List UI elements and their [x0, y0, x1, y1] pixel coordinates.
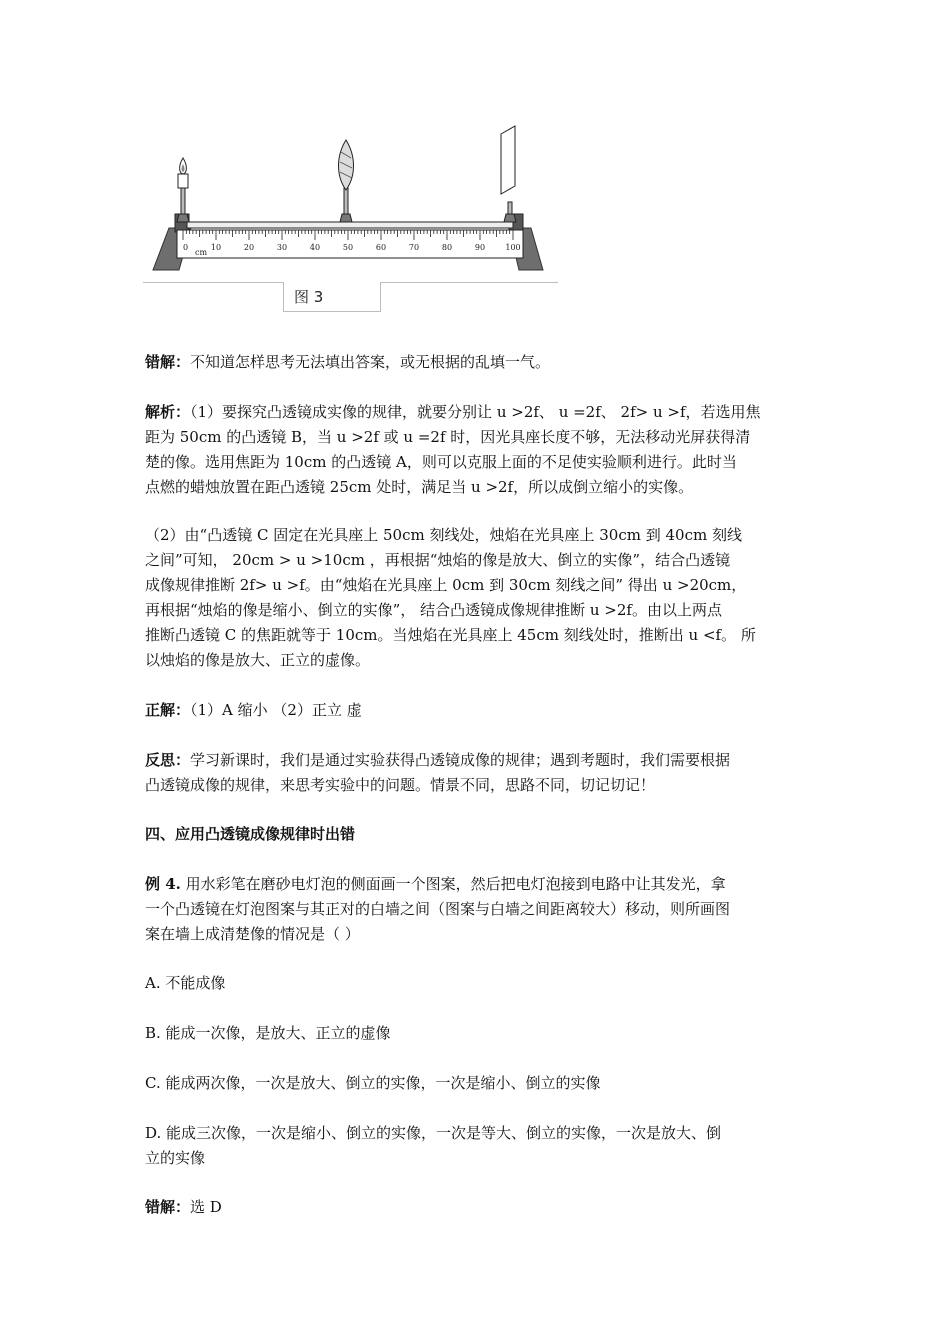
analysis-part2-line-6: 以烛焰的像是放大、正立的虚像。 — [145, 651, 371, 669]
option-c: C. 能成两次像，一次是放大、倒立的实像，一次是缩小、倒立的实像 — [145, 1074, 601, 1092]
ruler-tick-label: 60 — [375, 243, 387, 252]
ruler-tick-label: 100 — [505, 243, 521, 252]
wrong-solution-text: 不知道怎样思考无法填出答案，或无根据的乱填一气。 — [190, 353, 551, 371]
wrong-solution-2-label: 错解： — [145, 1198, 191, 1216]
ruler-unit-label: cm — [195, 248, 208, 257]
option-d-line-2: 立的实像 — [145, 1149, 206, 1167]
analysis-part2-line-1: （2）由“凸透镜 C 固定在光具座上 50cm 刻线处，烛焰在光具座上 30cm 到 40cm 刻线 — [145, 526, 742, 544]
reflection-line-2: 凸透镜成像的规律，来思考实验中的问题。情景不同，思路不同，切记切记！ — [145, 776, 656, 794]
ruler-tick-label: 10 — [210, 243, 222, 252]
option-d-line-1: D. 能成三次像，一次是缩小、倒立的实像，一次是等大、倒立的实像，一次是放大、倒 — [145, 1124, 722, 1142]
correct-solution-text: （1）A 缩小 （2）正立 虚 — [190, 701, 362, 719]
wrong-solution-2-paragraph — [145, 1195, 810, 1220]
analysis-label: 解析： — [145, 403, 191, 421]
ruler-tick-label: 70 — [408, 243, 420, 252]
wrong-solution-paragraph — [145, 350, 810, 375]
analysis-line-4: 点燃的蜡烛放置在距凸透镜 25cm 处时，满足当 u >2f，所以成倒立缩小的实像。 — [145, 478, 694, 496]
option-d — [145, 1121, 810, 1171]
light-screen — [501, 126, 515, 194]
ruler-tick-label: 30 — [276, 243, 288, 252]
wrong-solution-label: 错解： — [145, 353, 191, 371]
analysis-part2-line-3: 成像规律推断 2f> u >f。由“烛焰在光具座上 0cm 到 30cm 刻线之间” 得出 u >20cm， — [145, 576, 747, 594]
example-4-paragraph — [145, 872, 810, 947]
analysis-paragraph — [145, 400, 810, 500]
ruler-tick-label: 50 — [342, 243, 354, 252]
analysis-part2-line-5: 推断凸透镜 C 的焦距就等于 10cm。当烛焰在光具座上 45cm 刻线处时，推断出 u <f。 所 — [145, 626, 756, 644]
figure-caption-frame — [143, 282, 558, 314]
ruler-tick-label: 90 — [474, 243, 486, 252]
figure-caption: 图 3 — [283, 282, 381, 312]
reflection-line-1: 反思：学习新课时，我们是通过实验获得凸透镜成像的规律；遇到考题时，我们需要根据 — [145, 751, 731, 769]
reflection-label: 反思： — [145, 751, 191, 769]
section-heading: 四、应用凸透镜成像规律时出错 — [145, 825, 356, 843]
example-4-line-3: 案在墙上成清楚像的情况是（ ） — [145, 925, 360, 943]
example-4-line-2: 一个凸透镜在灯泡图案与其正对的白墙之间（图案与白墙之间距离较大）移动，则所画图 — [145, 900, 731, 918]
analysis-part2-line-2: 之间”可知， 20cm > u >10cm ，再根据“烛焰的像是放大、倒立的实像”，结合凸透镜 — [145, 551, 731, 569]
optical-bench-illustration — [143, 118, 558, 283]
ruler-tick-label: 0 — [183, 243, 189, 252]
example-4-line-1: 例 4. 用水彩笔在磨砂电灯泡的侧面画一个图案，然后把电灯泡接到电路中让其发光，拿 — [145, 875, 726, 893]
example-4-label: 例 4. — [145, 875, 181, 893]
reflection-paragraph — [145, 748, 810, 798]
candle — [178, 174, 188, 188]
analysis-line-2: 距为 50cm 的凸透镜 B，当 u >2f 或 u =2f 时，因光具座长度不够，无法移动光屏获得清 — [145, 428, 751, 446]
analysis-part2-paragraph — [145, 523, 810, 673]
ruler-tick-label: 40 — [309, 243, 321, 252]
ruler-tick-label: 20 — [243, 243, 255, 252]
correct-solution-label: 正解： — [145, 701, 191, 719]
correct-solution-paragraph — [145, 698, 810, 723]
wrong-solution-2-text: 选 D — [190, 1198, 222, 1216]
analysis-part2-line-4: 再根据“烛焰的像是缩小、倒立的实像”， 结合凸透镜成像规律推断 u >2f。由以上两点 — [145, 601, 722, 619]
option-b: B. 能成一次像，是放大、正立的虚像 — [145, 1024, 391, 1042]
analysis-line-1: 解析：（1）要探究凸透镜成实像的规律，就要分别让 u >2f、 u =2f、 2f> u >f，若选用焦 — [145, 403, 761, 421]
analysis-line-3: 楚的像。选用焦距为 10cm 的凸透镜 A，则可以克服上面的不足使实验顺利进行。此时当 — [145, 453, 737, 471]
option-a: A. 不能成像 — [145, 974, 226, 992]
ruler-tick-label: 80 — [441, 243, 453, 252]
